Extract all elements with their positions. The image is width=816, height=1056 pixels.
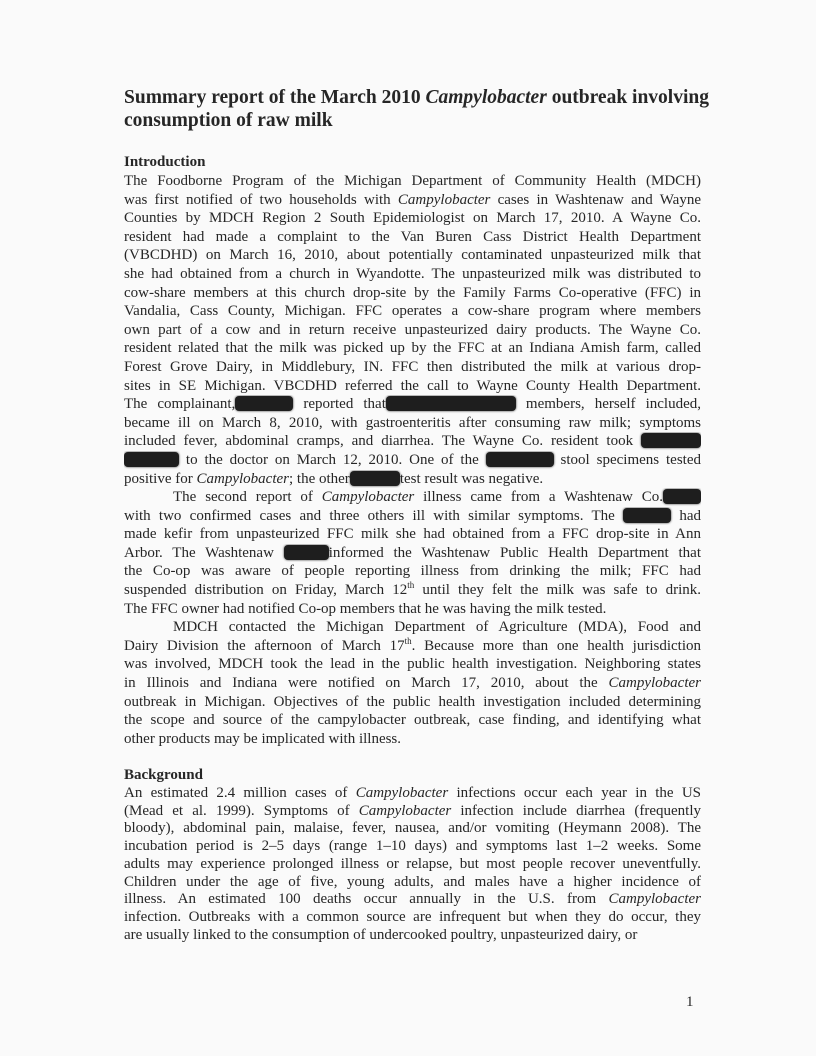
italic-term: Campylobacter: [608, 675, 701, 692]
text-line: [124, 637, 701, 656]
italic-term: Campylobacter: [397, 191, 491, 208]
document-title: [124, 86, 724, 132]
text-line: [124, 562, 701, 581]
text-line: [124, 600, 701, 619]
text-run: to the doctor on March 12, 2010. One of the: [179, 451, 486, 468]
text-run: incubation period is 2–5 days (range 1–10 days) and symptoms last 1–2 weeks. Some: [124, 838, 701, 855]
text-line: [124, 674, 701, 693]
text-run: The complainant,: [124, 396, 236, 413]
text-line: [124, 358, 701, 377]
text-run: cases in Washtenaw and Wayne: [490, 191, 701, 208]
text-line: [124, 339, 701, 358]
text-line: [124, 507, 701, 526]
text-line: [124, 874, 701, 892]
title-text: Summary report of the March 2010: [124, 87, 426, 108]
text-line: [124, 191, 701, 210]
text-run: cow-share members at this church drop-site by the Family Farms Co-operative (FFC) in: [124, 284, 701, 301]
text-run: stool specimens tested: [553, 451, 701, 468]
text-line: [124, 470, 701, 489]
text-run: became ill on March 8, 2010, with gastroenteritis after consuming raw milk; symptoms: [124, 414, 701, 431]
redaction-mark: [663, 489, 701, 504]
text-run: had: [671, 507, 701, 524]
text-run: The second report of: [173, 489, 322, 506]
text-line: [124, 820, 701, 838]
redaction-mark: [350, 471, 400, 486]
title-line-1: [124, 86, 724, 109]
text-line: [124, 302, 701, 321]
text-run: ; the other: [288, 470, 350, 487]
text-run: was first notified of two households with: [124, 191, 398, 208]
text-run: positive for: [124, 470, 197, 487]
text-run: she had obtained from a church in Wyandotte. The unpasteurized milk was distributed to: [124, 265, 701, 282]
text-line: [124, 711, 701, 730]
text-run: Forest Grove Dairy, in Middlebury, IN. FFC then distributed the milk at various drop-: [124, 358, 701, 375]
text-run: outbreak in Michigan. Objectives of the public health investigation included determining: [124, 693, 701, 710]
text-line: [124, 618, 701, 637]
text-line: [124, 785, 701, 803]
redaction-mark: [486, 452, 554, 467]
text-line: [124, 838, 701, 856]
text-run: Arbor. The Washtenaw: [124, 544, 284, 561]
text-run: included fever, abdominal cramps, and diarrhea. The Wayne Co. resident took: [124, 433, 641, 450]
text-line: [124, 655, 701, 674]
text-run: MDCH contacted the Michigan Department of Agriculture (MDA), Food and: [173, 619, 701, 636]
introduction-heading: Introduction: [124, 154, 206, 170]
text-run: the Co-op was aware of people reporting illness from drinking the milk; FFC had: [124, 563, 701, 580]
text-line: [124, 488, 701, 507]
text-run: (VBCDHD) on March 16, 2010, about potentially contaminated unpasteurized milk that: [124, 247, 701, 264]
text-line: [124, 525, 701, 544]
title-italic-term: Campylobacter: [425, 87, 547, 108]
text-run: infection include diarrhea (frequently: [451, 802, 701, 819]
italic-term: Campylobacter: [196, 470, 289, 487]
text-run: own part of a cow and in return receive unpasteurized dairy products. The Wayne Co.: [124, 321, 701, 338]
text-line: [124, 451, 701, 470]
redaction-mark: [641, 433, 701, 448]
text-run: adults may experience prolonged illness or relapse, but most people recover uneventfully.: [124, 855, 701, 872]
redaction-mark: [386, 396, 516, 411]
text-run: Vandalia, Cass County, Michigan. FFC operates a cow-share program where members: [124, 303, 701, 320]
text-run: illness. An estimated 100 deaths occur annually in the U.S. from: [124, 891, 609, 908]
redaction-mark: [124, 452, 179, 467]
text-run: Counties by MDCH Region 2 South Epidemiologist on March 17, 2010. A Wayne Co.: [124, 210, 701, 227]
text-line: [124, 209, 701, 228]
background-heading: Background: [124, 767, 203, 783]
text-line: [124, 803, 701, 821]
text-line: [124, 284, 701, 303]
text-run: test result was negative.: [399, 470, 544, 487]
text-run: until they felt the milk was safe to drink.: [414, 582, 701, 599]
background-body: [124, 785, 701, 944]
text-line: [124, 228, 701, 247]
text-line: [124, 321, 701, 340]
text-run: The FFC owner had notified Co-op members that he was having the milk tested.: [124, 600, 607, 617]
text-run: infection. Outbreaks with a common source are infrequent but when they do occur, they: [124, 908, 701, 925]
text-line: [124, 730, 701, 749]
text-run: made kefir from unpasteurized FFC milk she had obtained from a FFC drop-site in Ann: [124, 526, 701, 543]
introduction-body: [124, 172, 701, 748]
text-run: bloody), abdominal pain, malaise, fever, nausea, and/or vomiting (Heymann 2008). The: [124, 820, 701, 837]
text-run: . Because more than one health jurisdiction: [411, 637, 701, 654]
text-run: resident had made a complaint to the Van Buren Cass District Health Department: [124, 228, 701, 245]
text-run: Children under the age of five, young adults, and males have a higher incidence of: [124, 873, 701, 890]
text-line: [124, 414, 701, 433]
text-run: in Illinois and Indiana were notified on March 17, 2010, about the: [124, 675, 609, 692]
text-run: illness came from a Washtenaw Co.: [414, 489, 663, 506]
text-run: The Foodborne Program of the Michigan Department of Community Health (MDCH): [124, 173, 701, 189]
text-run: are usually linked to the consumption of undercooked poultry, unpasteurized dairy, or: [124, 926, 638, 943]
redaction-mark: [235, 396, 293, 411]
text-run: resident related that the milk was picked up by the FFC at an Indiana Amish farm, called: [124, 340, 701, 357]
text-line: [124, 909, 701, 927]
text-line: [124, 891, 701, 909]
title-text: outbreak involving: [546, 87, 709, 108]
italic-term: Campylobacter: [608, 891, 701, 908]
text-run: sites in SE Michigan. VBCDHD referred the call to Wayne County Health Department.: [124, 377, 701, 394]
text-run: the scope and source of the campylobacter outbreak, case finding, and identifying what: [124, 712, 701, 729]
text-line: [124, 395, 701, 414]
text-line: [124, 693, 701, 712]
text-line: [124, 856, 701, 874]
text-line: [124, 246, 701, 265]
text-line: [124, 377, 701, 396]
italic-term: Campylobacter: [321, 489, 415, 506]
text-run: infections occur each year in the US: [448, 785, 701, 801]
title-line-2: consumption of raw milk: [124, 110, 333, 131]
superscript: th: [404, 636, 412, 646]
superscript: th: [407, 581, 415, 591]
text-run: Dairy Division the afternoon of March 17: [124, 637, 405, 654]
page-number: 1: [686, 994, 694, 1010]
text-run: members, herself included,: [515, 396, 701, 413]
text-run: (Mead et al. 1999). Symptoms of: [124, 802, 359, 819]
italic-term: Campylobacter: [358, 802, 452, 819]
text-line: [124, 927, 701, 945]
text-line: [124, 581, 701, 600]
text-run: with two confirmed cases and three others ill with similar symptoms. The: [124, 507, 624, 524]
text-run: was involved, MDCH took the lead in the public health investigation. Neighboring states: [124, 656, 701, 673]
text-run: suspended distribution on Friday, March 12: [124, 582, 408, 599]
text-run: informed the Washtenaw Public Health Department that: [328, 544, 701, 561]
text-line: [124, 432, 701, 451]
redaction-mark: [284, 545, 329, 560]
text-run: other products may be implicated with illness.: [124, 730, 402, 747]
text-line: [124, 544, 701, 563]
redaction-mark: [623, 508, 671, 523]
text-run: An estimated 2.4 million cases of: [124, 785, 356, 801]
text-line: [124, 172, 701, 191]
italic-term: Campylobacter: [355, 785, 449, 801]
text-line: [124, 265, 701, 284]
text-run: reported that: [293, 396, 386, 413]
